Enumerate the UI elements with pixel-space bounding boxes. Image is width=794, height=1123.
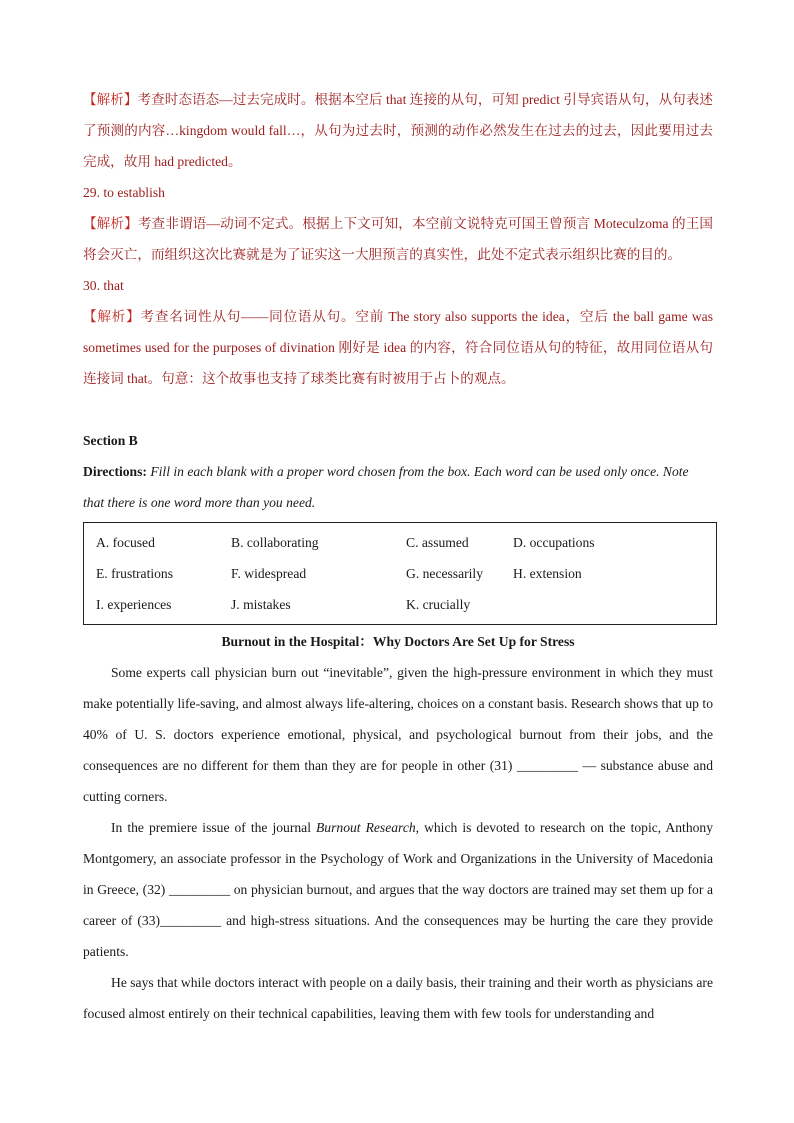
word-option: D. occupations xyxy=(513,535,595,550)
word-option: A. focused xyxy=(96,535,155,550)
word-option: I. experiences xyxy=(96,597,172,612)
document-page xyxy=(83,84,713,1029)
article-paragraph-2 xyxy=(83,812,713,967)
word-option: E. frustrations xyxy=(96,566,174,581)
analysis-text: 考查名词性从句——同位语从句。空前 The story also supports the idea，空后 the ball game was sometimes used for the purposes of divination 刚好是 idea 的内容，符合同位语从句的特征，故用同位语从句连接词 that。句意：这个故事也支持了球类比赛有时被用于占卜的观点。 xyxy=(83,309,714,386)
analysis-tag: 【解析】 xyxy=(83,309,141,324)
word-option: B. collaborating xyxy=(231,535,319,550)
word-option: J. mistakes xyxy=(231,597,291,612)
word-option: H. extension xyxy=(513,566,582,581)
answer-30: 30. that xyxy=(83,278,124,293)
directions-label: Directions: xyxy=(83,464,147,479)
word-option xyxy=(513,589,713,620)
word-option: K. crucially xyxy=(406,597,471,612)
directions xyxy=(83,456,713,518)
analysis-tag: 【解析】 xyxy=(83,216,138,231)
word-option: G. necessarily xyxy=(406,566,484,581)
word-box-row xyxy=(96,558,716,589)
article-title: Burnout in the Hospital：Why Doctors Are Set Up for Stress xyxy=(221,634,575,649)
word-box xyxy=(83,522,717,625)
article-paragraph-3: He says that while doctors interact with people on a daily basis, their training and their worth as physicians are focused almost entirely on their technical capabilities, leaving them with few tools for understanding and xyxy=(83,975,713,1021)
word-box-row xyxy=(96,589,716,620)
section-title: Section B xyxy=(83,433,138,448)
analysis-28 xyxy=(83,84,713,177)
paragraph-text: , which is devoted to research on the topic, Anthony Montgomery, an associate professor in the Psychology of Work and Organizations in the University of Macedonia in Greece, (32) _________ on physician burnout, and argues that the way doctors are trained may set them up for a career of (33)_________ and high-stress situations. And the consequences may be hurting the care they provide patients. xyxy=(83,820,714,959)
paragraph-text: In the premiere issue of the journal xyxy=(111,820,316,835)
analysis-tag: 【解析】 xyxy=(83,92,138,107)
analysis-30 xyxy=(83,301,713,394)
answer-29: 29. to establish xyxy=(83,185,165,200)
article-paragraph-1: Some experts call physician burn out “inevitable”, given the high-pressure environment in which they must make potentially life-saving, and almost always life-altering, choices on a constant basis. Research shows that up to 40% of U. S. doctors experience emotional, physical, and psychological burnout from their jobs, and the consequences are no different for them than they are for people in other (31) _________ — substance abuse and cutting corners. xyxy=(83,665,713,804)
journal-name: Burnout Research xyxy=(316,820,416,835)
word-option: F. widespread xyxy=(231,566,307,581)
word-option: C. assumed xyxy=(406,535,469,550)
analysis-text: 考查时态语态—过去完成时。根据本空后 that 连接的从句，可知 predict 引导宾语从句，从句表述了预测的内容…kingdom would fall…，从句为过去时，预测的动作必然发生在过去的过去，因此要用过去完成，故用 had predicted。 xyxy=(83,92,714,169)
word-box-row xyxy=(96,527,716,558)
analysis-29 xyxy=(83,208,713,270)
directions-text: Fill in each blank with a proper word chosen from the box. Each word can be used only once. Note that there is one word more than you need. xyxy=(83,464,689,510)
analysis-text: 考查非谓语—动词不定式。根据上下文可知，本空前文说特克可国王曾预言 Moteculzoma 的王国将会灭亡，而组织这次比赛就是为了证实这一大胆预言的真实性，此处不定式表示组织比赛的目的。 xyxy=(83,216,713,262)
